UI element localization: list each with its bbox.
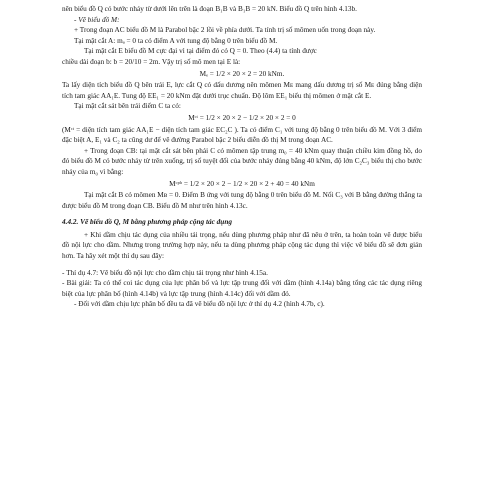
paragraph: Ta lấy diện tích biểu đồ Q bên trái E, lực cắt Q có dấu dương nên mômen Mᴇ mang dấu dương trị số Mᴇ đúng bằng diện tích tam giác AA₁E. Tung độ EE₁ = 20 kNm đặt dưới trục chuẩn. Độ lõm EE₁ biểu thị mômen ở mặt cắt E. <box>62 81 422 100</box>
paragraph: + Trong đoạn CB: tại mặt cắt sát bên phải C có mômen tập trung m₀ = 40 kNm quay thuận chiều kim đồng hồ, do đó biểu đồ M có bước nhảy từ trên xuống, trị số tuyệt đối của bước nhảy đúng bằng 40 kNm, độ lớn C₂C₃ biểu thị cho bước nhảy của m₀ vì bằng: <box>62 146 422 176</box>
formula: Mᶜᵖʰ = 1/2 × 20 × 2 − 1/2 × 20 × 2 + 40 = 40 kNm <box>169 179 315 188</box>
paragraph: Tại mặt cắt sát bên trái điểm C ta có: <box>74 102 181 111</box>
paragraph: + Trong đoạn AC biểu đồ M là Parabol bậc 2 lồi về phía dưới. Ta tính trị số mômen uốn trong đoạn này. <box>74 26 376 35</box>
paragraph: Tại mặt cắt E biểu đồ M cực đại vì tại điểm đó có Q = 0. Theo (4.4) ta tính được <box>84 47 317 56</box>
solution-paragraph: - Bài giải: Ta có thể coi tác dụng của lực phân bố và lực tập trung đối với dầm (hình 4.14a) bằng tổng các tác dụng riêng biệt của lực phân bố (hình 4.14b) và lực tập trung (hình 4.14c) đối với dầm đó. <box>62 279 422 298</box>
section-heading: 4.4.2. Vẽ biểu đồ Q, M bằng phương pháp cộng tác dụng <box>62 218 232 227</box>
paragraph: (Mᶜᵗ = diện tích tam giác AA₁E − diện tích tam giác EC₂C ). Ta có điểm C₁ với tung độ bằng 0 trên biểu đồ M. Với 3 điểm đặc biệt A, E₁ và C₂ ta cũng dư để vẽ đường Parabol bậc 2 biểu diễn đồ thị M trong đoạn AC. <box>62 125 422 145</box>
paragraph: + Khi dầm chịu tác dụng của nhiều tải trọng, nếu dùng phương pháp như đã nêu ở trên, ta hoàn toàn vẽ được biểu đồ nội lực cho dầm. Nhưng trong trường hợp này, nếu ta dùng phương pháp cộng tác dụng thì việc vẽ biểu đồ sẽ đơn giản hơn. Ta hãy xét một thí dụ sau đây: <box>62 230 422 261</box>
paragraph: Tại mặt cắt B có mômen Mʙ = 0. Điểm B ứng với tung độ bằng 0 trên biểu đồ M. Nối C₃ với B bằng đường thẳng ta được biểu đồ M trong đoạn CB. Biểu đồ M như trên hình 4.13c. <box>62 191 422 210</box>
paragraph: nên biểu đồ Q có bước nhảy từ dưới lên trên là đoạn B₁B và B₁B = 20 kN. Biểu đồ Q trên hình 4.13b. <box>62 5 357 13</box>
formula: Mₑ = 1/2 × 20 × 2 = 20 kNm. <box>199 69 285 78</box>
paragraph: chiều dài đoạn b: b = 20/10 = 2m. Vậy trị số mô men tại E là: <box>62 57 241 66</box>
page-content <box>62 4 422 310</box>
subheading: - Vẽ biểu đồ M: <box>74 15 120 24</box>
paragraph: - Đối với dầm chịu lực phân bố đều ta đã vẽ biểu đồ nội lực ở thí dụ 4.2 (hình 4.7b, c). <box>74 300 325 309</box>
paragraph: Tại mặt cắt A: mₐ = 0 ta có điểm A với tung độ bằng 0 trên biểu đồ M. <box>74 36 278 45</box>
example-line: - Thí dụ 4.7: Vẽ biểu đồ nội lực cho dầm chịu tải trọng như hình 4.15a. <box>62 268 268 277</box>
formula: Mᶜᵗ = 1/2 × 20 × 2 − 1/2 × 20 × 2 = 0 <box>188 113 296 122</box>
